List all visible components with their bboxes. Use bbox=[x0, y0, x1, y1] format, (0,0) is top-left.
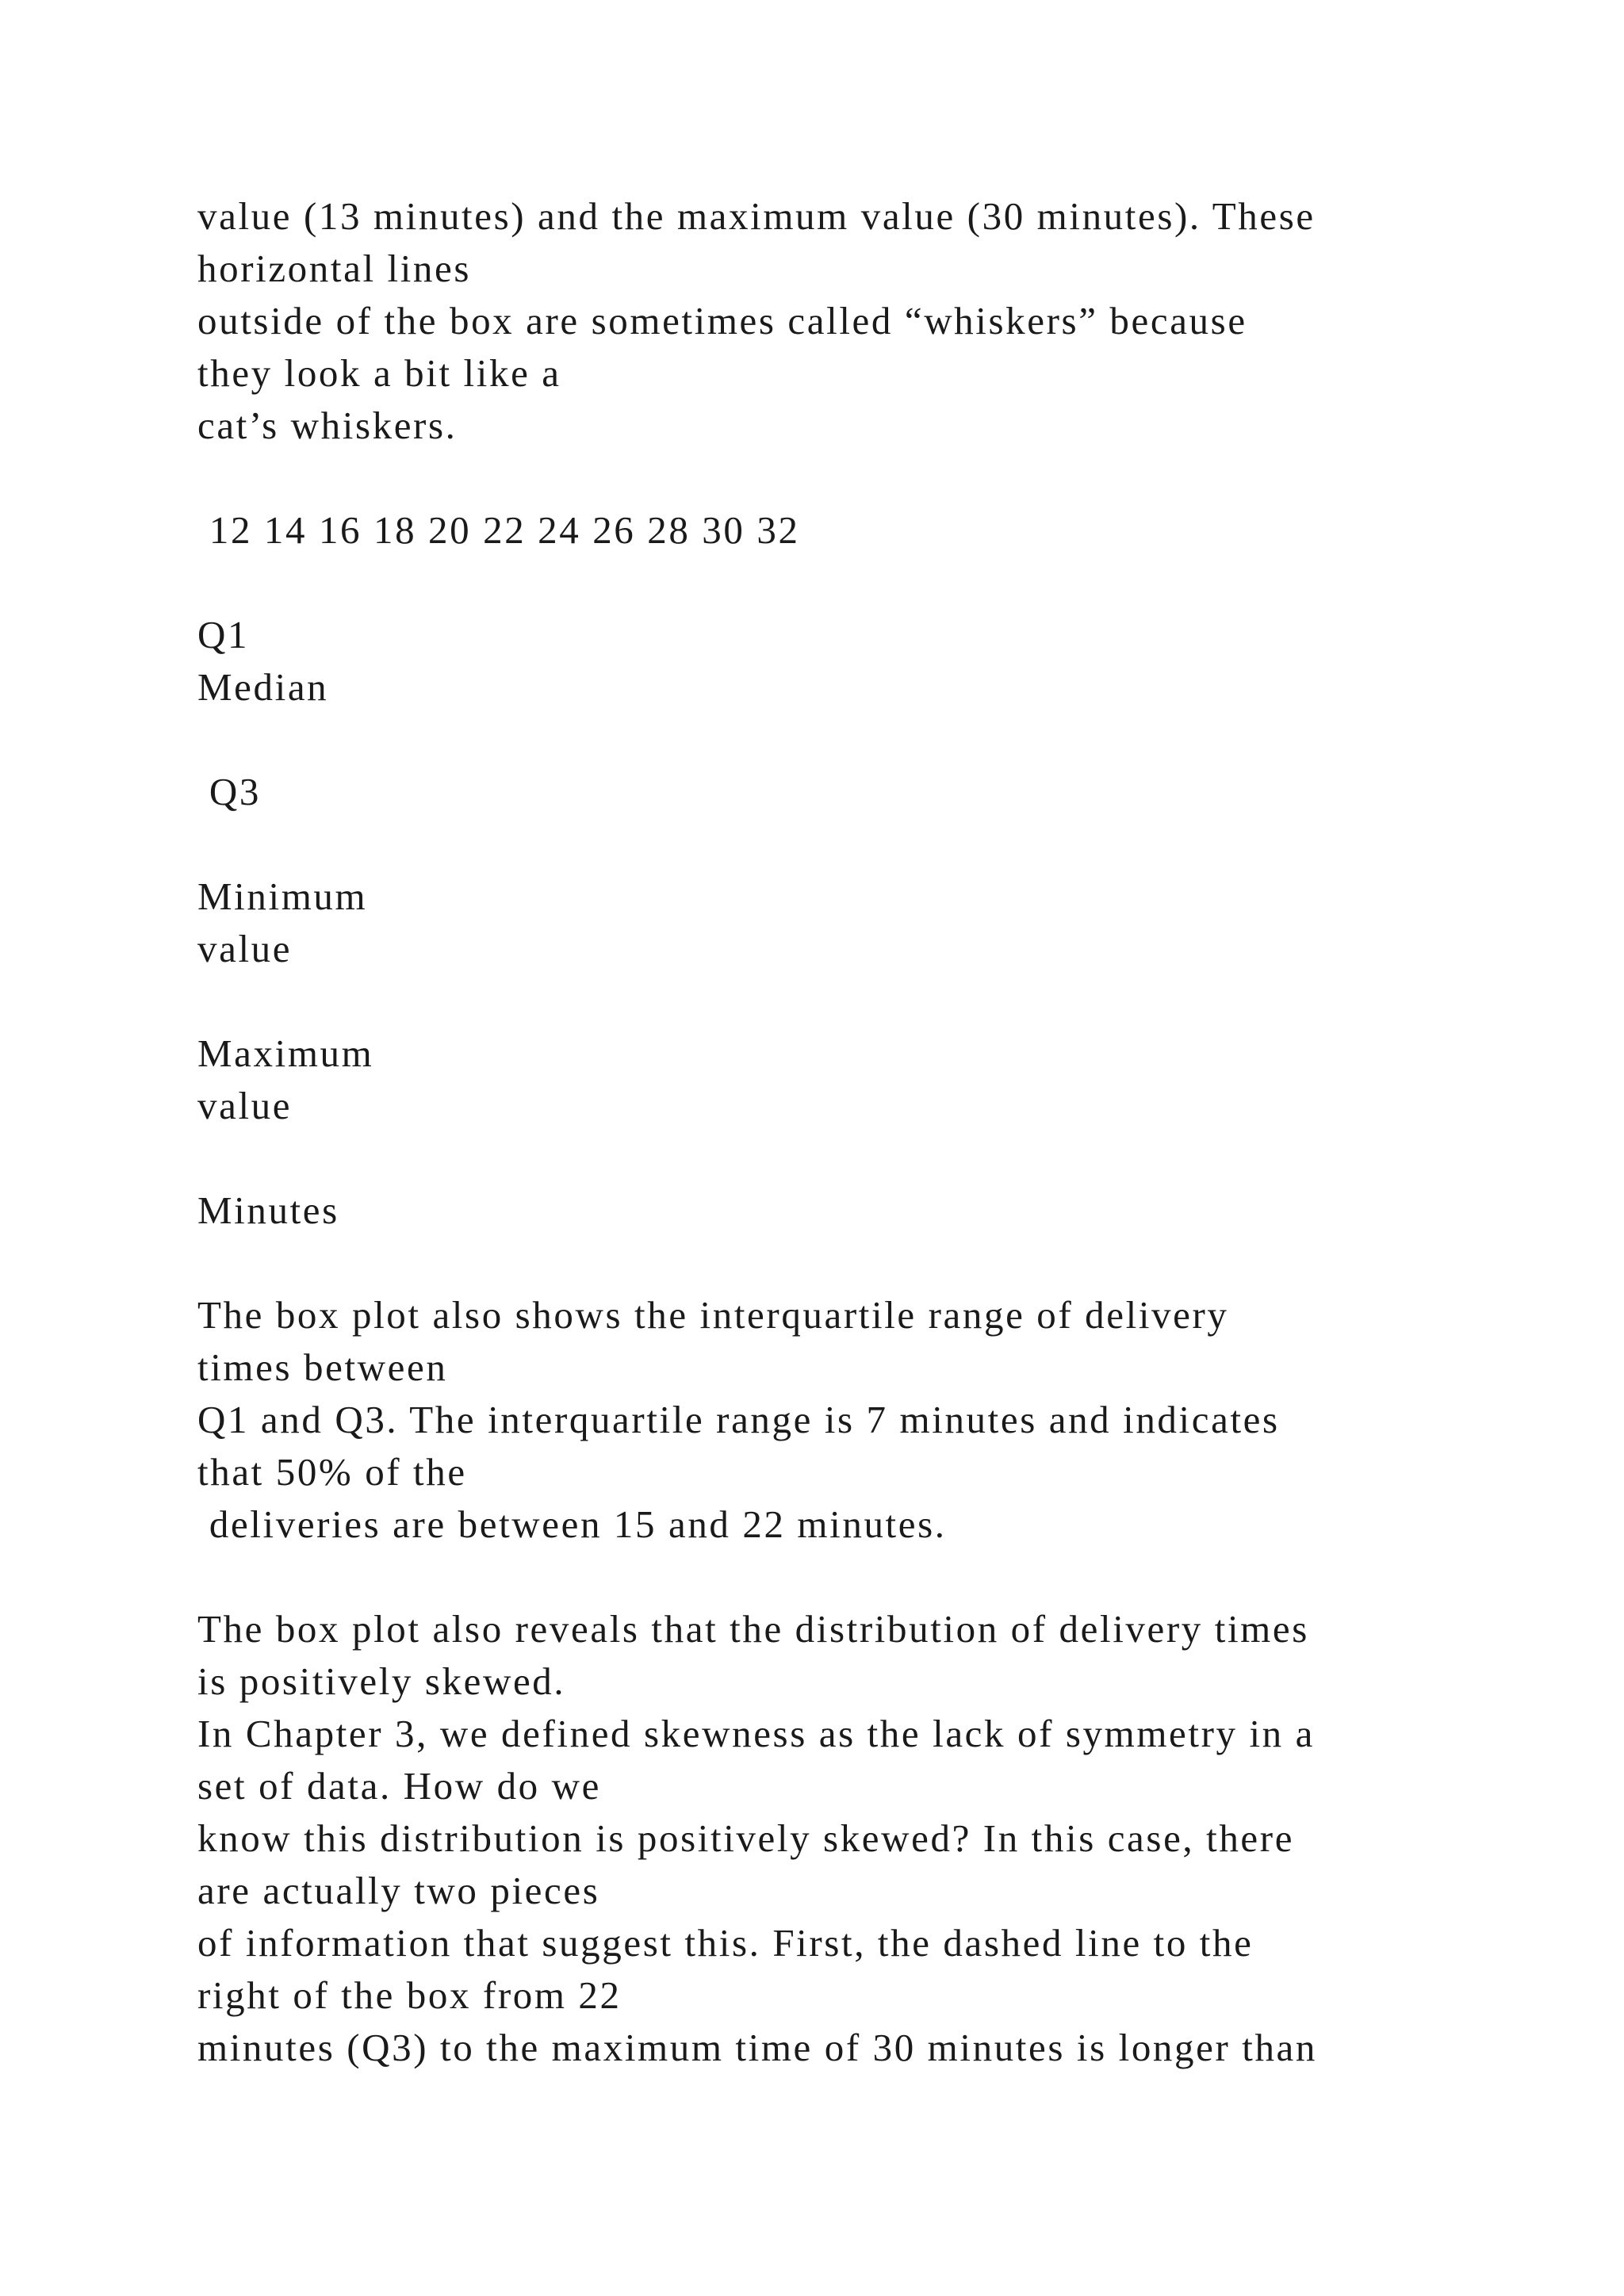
text-line: deliveries are between 15 and 22 minutes. bbox=[197, 1502, 947, 1546]
text-line: The box plot also reveals that the distribution of delivery times bbox=[197, 1607, 1309, 1651]
text-line: is positively skewed. bbox=[197, 1659, 566, 1703]
text-line: are actually two pieces bbox=[197, 1869, 600, 1912]
text-line: The box plot also shows the interquartile range of delivery bbox=[197, 1293, 1229, 1337]
label-maximum-value bbox=[197, 1027, 1545, 1132]
text-line: Minimum bbox=[197, 874, 368, 918]
axis-tick-labels: 12 14 16 18 20 22 24 26 28 30 32 bbox=[197, 508, 800, 552]
label-median: Median bbox=[197, 665, 329, 709]
text-line: horizontal lines bbox=[197, 247, 472, 290]
text-line: Q1 and Q3. The interquartile range is 7 minutes and indicates bbox=[197, 1398, 1280, 1441]
text-line: cat’s whiskers. bbox=[197, 404, 458, 447]
spacer bbox=[197, 1132, 1545, 1184]
text-line: outside of the box are sometimes called “whiskers” because bbox=[197, 299, 1247, 342]
paragraph-iqr bbox=[197, 1289, 1545, 1551]
label-minimum-value bbox=[197, 871, 1545, 975]
spacer bbox=[197, 975, 1545, 1027]
text-line: value bbox=[197, 927, 293, 970]
paragraph-whiskers bbox=[197, 190, 1545, 452]
text-line: value bbox=[197, 1084, 293, 1127]
spacer bbox=[197, 1551, 1545, 1603]
text-line: In Chapter 3, we defined skewness as the lack of symmetry in a bbox=[197, 1712, 1315, 1755]
paragraph-skew bbox=[197, 1603, 1545, 2074]
text-line: of information that suggest this. First, the dashed line to the bbox=[197, 1921, 1254, 1965]
text-line: that 50% of the bbox=[197, 1450, 467, 1494]
spacer bbox=[197, 818, 1545, 871]
spacer bbox=[197, 557, 1545, 609]
text-line: they look a bit like a bbox=[197, 351, 561, 395]
text-line: times between bbox=[197, 1345, 448, 1389]
document-page bbox=[197, 190, 1545, 2074]
text-line: minutes (Q3) to the maximum time of 30 minutes is longer than bbox=[197, 2026, 1317, 2069]
spacer bbox=[197, 1237, 1545, 1289]
label-minutes: Minutes bbox=[197, 1188, 339, 1232]
text-line: value (13 minutes) and the maximum value (30 minutes). These bbox=[197, 194, 1316, 238]
spacer bbox=[197, 452, 1545, 504]
text-line: know this distribution is positively skewed? In this case, there bbox=[197, 1816, 1295, 1860]
label-q1: Q1 bbox=[197, 613, 250, 656]
text-line: set of data. How do we bbox=[197, 1764, 601, 1808]
text-line: Maximum bbox=[197, 1031, 374, 1075]
label-q3: Q3 bbox=[197, 770, 261, 813]
spacer bbox=[197, 714, 1545, 766]
text-line: right of the box from 22 bbox=[197, 1973, 622, 2017]
